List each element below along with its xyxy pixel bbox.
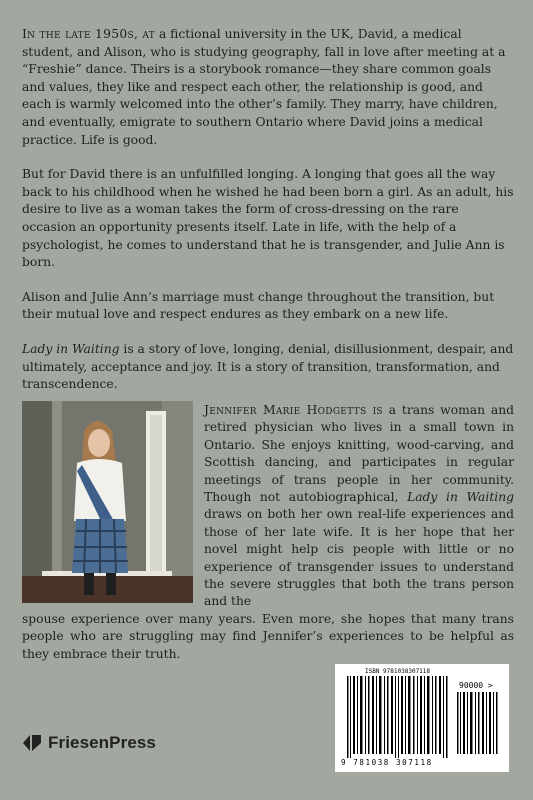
author-bio-continued: spouse experience over many years. Even more, she hopes that many trans people who are struggling may find Jennifer’s experiences to be helpful as they embrace their truth. bbox=[22, 612, 514, 661]
blurb-paragraph-3: Alison and Julie Ann’s marriage must change throughout the transition, but their mutual love and respect endures as they embark on a new life. bbox=[22, 289, 495, 322]
isbn-label: ISBN 9781038307118 bbox=[365, 668, 431, 675]
blurb-lead-in: In the late 1950s, at bbox=[22, 27, 156, 41]
author-name: Jennifer Marie Hodgetts is bbox=[204, 403, 383, 417]
book-title-in-bio: Lady in Waiting bbox=[407, 490, 514, 505]
price-code: 90000 > bbox=[459, 681, 493, 690]
book-title-inline: Lady in Waiting bbox=[22, 341, 120, 356]
blurb-paragraph-1 bbox=[22, 26, 514, 149]
isbn-barcode bbox=[335, 664, 509, 772]
publisher-mark-icon bbox=[22, 733, 42, 753]
author-bio-text-a: a trans woman and retired physician who lives in a small town in Ontario. She enjoys knitting, wood-carving, and Scottish dancing, and participates in regular meetings of trans people in her community. Though not autobiographical, bbox=[204, 403, 514, 505]
blurb-paragraph-4-text: is a story of love, longing, denial, disillusionment, despair, and ultimately, acceptance and joy. It is a story of transition, transformation, and transcendence. bbox=[22, 341, 514, 392]
publisher-name: FriesenPress bbox=[48, 733, 156, 752]
author-bio-text-b: draws on both her own real-life experiences and those of her late wife. It is her hope that her novel might help cis people with little or no experience of transgender issues to understand the severe struggles that both the trans person and the bbox=[204, 507, 514, 609]
publisher-logo bbox=[22, 731, 156, 755]
isbn-digits: 9 781038 307118 bbox=[341, 758, 433, 767]
author-bio bbox=[204, 402, 514, 611]
author-photo bbox=[22, 401, 193, 603]
blurb-paragraph-1-text: a fictional university in the UK, David, a medical student, and Alison, who is studying geography, fall in love after meeting at a “Freshie” dance. Theirs is a storybook romance—they share common goals and values, they like and respect each other, the relationship is good, and each is warmly welcomed into the other’s family. They marry, have children, and eventually, emigrate to southern Ontario where David joins a medical practice. Life is good. bbox=[22, 27, 506, 147]
barcode-bars bbox=[335, 664, 509, 772]
author-photo-image bbox=[22, 401, 193, 603]
book-blurb bbox=[22, 26, 514, 411]
blurb-paragraph-2: But for David there is an unfulfilled longing. A longing that goes all the way back to his childhood when he wished he had been born a girl. As an adult, his desire to live as a woman takes the form of cross-dressing on the rare occasion an opportunity presents itself. Late in life, with the help of a psychologist, he comes to understand that he is transgender, and Julie Ann is born. bbox=[22, 167, 514, 270]
blurb-paragraph-4 bbox=[22, 341, 514, 394]
